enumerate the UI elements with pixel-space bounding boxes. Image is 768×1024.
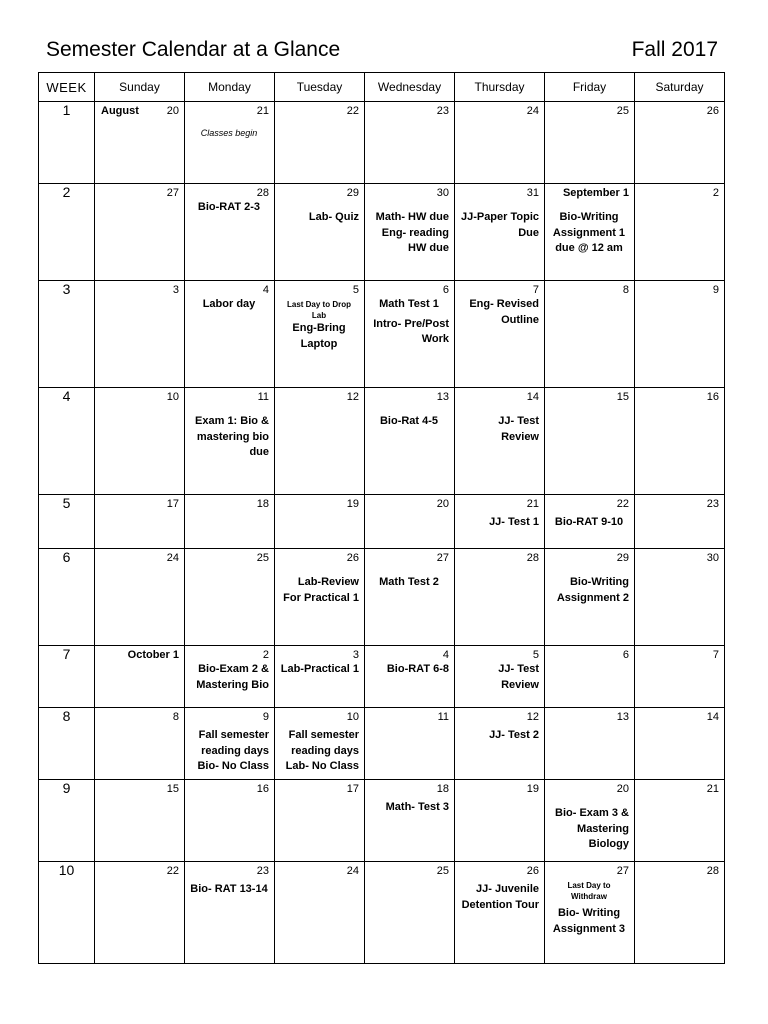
day-cell — [275, 780, 365, 862]
day-cell — [275, 549, 365, 646]
event-text: Intro- Pre/Post Work — [373, 317, 449, 345]
col-header-saturday: Saturday — [635, 73, 725, 102]
day-cell — [365, 281, 455, 388]
day-cell — [185, 646, 275, 708]
day-number: 13 — [436, 391, 449, 403]
event-text: Bio-Exam 2 & Mastering Bio — [196, 663, 269, 691]
event-text: Exam 1: Bio & mastering bio due — [195, 415, 269, 458]
week-number: 2 — [39, 184, 95, 281]
event-text: JJ- Juvenile Detention Tour — [461, 883, 539, 911]
day-number: 11 — [437, 711, 449, 723]
day-number: 25 — [436, 865, 449, 877]
day-cell — [275, 184, 365, 281]
day-number: 9 — [712, 284, 719, 296]
day-number: 8 — [172, 711, 179, 723]
week-row — [39, 102, 725, 184]
day-cell — [95, 184, 185, 281]
day-cell — [455, 281, 545, 388]
semester-calendar-table — [38, 72, 725, 964]
day-cell — [275, 862, 365, 964]
day-number: 2 — [262, 649, 269, 661]
day-number: 10 — [346, 711, 359, 723]
day-number: 16 — [256, 783, 269, 795]
day-number: 26 — [346, 552, 359, 564]
page-header — [46, 38, 718, 68]
day-cell — [185, 780, 275, 862]
event-text: Bio-Writing Assignment 1 due @ 12 am — [552, 211, 626, 254]
day-number: 26 — [706, 105, 719, 117]
day-cell — [275, 495, 365, 549]
event-note: Classes begin — [200, 128, 258, 138]
day-cell — [545, 708, 635, 780]
day-cell — [455, 388, 545, 495]
day-cell — [545, 281, 635, 388]
week-row — [39, 388, 725, 495]
day-number: 4 — [262, 284, 269, 296]
day-cell — [365, 102, 455, 184]
day-cell — [95, 388, 185, 495]
day-cell — [95, 862, 185, 964]
day-number: 19 — [526, 783, 539, 795]
day-cell — [365, 495, 455, 549]
event-text: Bio- RAT 13-14 — [190, 883, 268, 895]
day-cell — [275, 281, 365, 388]
day-cell — [635, 549, 725, 646]
day-cell — [185, 184, 275, 281]
day-cell — [545, 780, 635, 862]
day-number: 20 — [166, 105, 179, 117]
day-cell — [185, 102, 275, 184]
day-cell — [455, 184, 545, 281]
event-text: Math- HW due — [375, 211, 449, 223]
day-number: 3 — [352, 649, 359, 661]
week-number: 10 — [39, 862, 95, 964]
day-number: 12 — [346, 391, 359, 403]
event-text: Math- Test 3 — [385, 801, 449, 813]
day-number: 9 — [262, 711, 269, 723]
day-number: 5 — [352, 284, 359, 296]
day-number: October 1 — [127, 649, 179, 661]
event-text: JJ- Test Review — [498, 415, 539, 443]
day-cell — [275, 708, 365, 780]
day-cell — [635, 388, 725, 495]
event-small-note: Last Day to Drop Lab — [286, 300, 351, 320]
day-number: 23 — [256, 865, 269, 877]
day-cell — [95, 780, 185, 862]
day-number: 23 — [706, 498, 719, 510]
week-row — [39, 780, 725, 862]
day-number: 13 — [616, 711, 629, 723]
week-row — [39, 708, 725, 780]
day-number: 25 — [616, 105, 629, 117]
day-cell — [95, 281, 185, 388]
day-cell — [185, 708, 275, 780]
day-number: 16 — [706, 391, 719, 403]
event-text: Bio- Writing Assignment 3 — [552, 907, 626, 935]
event-text: JJ- Test 2 — [489, 729, 539, 741]
day-number: 14 — [706, 711, 719, 723]
day-number: 12 — [526, 711, 539, 723]
day-number: 25 — [256, 552, 269, 564]
week-number: 9 — [39, 780, 95, 862]
event-text: Math Test 1 — [379, 298, 439, 310]
day-number: 3 — [172, 284, 179, 296]
day-cell — [185, 549, 275, 646]
day-cell — [185, 388, 275, 495]
week-row — [39, 862, 725, 964]
event-text: Bio-Rat 4-5 — [379, 415, 439, 427]
month-label: August — [101, 105, 139, 117]
day-number: 24 — [526, 105, 539, 117]
term-label: Fall 2017 — [631, 38, 718, 61]
event-text: Eng- reading HW due — [381, 226, 449, 254]
event-text: Bio-Writing Assignment 2 — [556, 576, 629, 604]
day-cell — [95, 708, 185, 780]
day-cell — [635, 780, 725, 862]
event-text: Bio-RAT 2-3 — [197, 201, 261, 213]
day-cell — [545, 862, 635, 964]
day-number: 14 — [526, 391, 539, 403]
week-number: 3 — [39, 281, 95, 388]
day-number: 6 — [622, 649, 629, 661]
day-number: 2 — [712, 187, 719, 199]
event-text: Bio-RAT 9-10 — [554, 516, 624, 528]
day-cell — [365, 549, 455, 646]
day-number: 20 — [616, 783, 629, 795]
day-number: 27 — [616, 865, 629, 877]
day-number: 28 — [526, 552, 539, 564]
day-number: 21 — [256, 105, 269, 117]
day-number: 21 — [706, 783, 719, 795]
col-header-sunday: Sunday — [95, 73, 185, 102]
day-cell — [275, 646, 365, 708]
event-text: Lab-Review For Practical 1 — [283, 576, 359, 604]
day-number: 7 — [532, 284, 539, 296]
col-header-tuesday: Tuesday — [275, 73, 365, 102]
day-number: 11 — [257, 391, 269, 403]
col-header-wednesday: Wednesday — [365, 73, 455, 102]
week-number: 7 — [39, 646, 95, 708]
day-number: 5 — [532, 649, 539, 661]
day-number: 30 — [436, 187, 449, 199]
event-text: Eng- Revised Outline — [469, 298, 539, 326]
event-text: Fall semester reading days Lab- No Class — [285, 729, 359, 772]
day-cell — [635, 708, 725, 780]
day-cell — [545, 102, 635, 184]
event-text: Lab- Quiz — [308, 211, 359, 223]
day-number: 10 — [166, 391, 179, 403]
day-cell — [365, 184, 455, 281]
day-number: 18 — [436, 783, 449, 795]
week-row — [39, 184, 725, 281]
day-cell — [455, 495, 545, 549]
day-number: 8 — [622, 284, 629, 296]
day-cell — [635, 102, 725, 184]
week-number: 5 — [39, 495, 95, 549]
day-cell — [185, 281, 275, 388]
col-header-friday: Friday — [545, 73, 635, 102]
day-cell — [365, 780, 455, 862]
day-cell — [635, 281, 725, 388]
day-cell — [545, 184, 635, 281]
day-number: 18 — [256, 498, 269, 510]
week-number: 4 — [39, 388, 95, 495]
week-number: 8 — [39, 708, 95, 780]
day-cell — [95, 102, 185, 184]
day-number: 22 — [346, 105, 359, 117]
col-header-week: WEEK — [39, 73, 95, 102]
event-text: JJ- Test Review — [498, 663, 539, 691]
day-number: 28 — [256, 187, 269, 199]
day-cell — [635, 495, 725, 549]
event-text: Fall semester reading days Bio- No Class — [197, 729, 269, 772]
day-cell — [455, 646, 545, 708]
day-number: 24 — [346, 865, 359, 877]
day-cell — [545, 646, 635, 708]
event-text: Labor day — [202, 298, 256, 310]
day-number: 24 — [166, 552, 179, 564]
day-number: 22 — [616, 498, 629, 510]
day-cell — [95, 646, 185, 708]
day-number: 15 — [616, 391, 629, 403]
event-small-note: Last Day to Withdraw — [567, 881, 611, 901]
day-cell — [635, 184, 725, 281]
event-text: Bio- Exam 3 & Mastering Biology — [555, 807, 629, 850]
day-number: 27 — [436, 552, 449, 564]
day-cell — [95, 549, 185, 646]
day-cell — [545, 388, 635, 495]
day-number: 30 — [706, 552, 719, 564]
col-header-thursday: Thursday — [455, 73, 545, 102]
event-text: Bio-RAT 6-8 — [386, 663, 449, 675]
day-number: 17 — [166, 498, 179, 510]
day-number: 29 — [616, 552, 629, 564]
day-number: 6 — [442, 284, 449, 296]
day-cell — [455, 549, 545, 646]
header-row — [39, 73, 725, 102]
week-row — [39, 549, 725, 646]
day-number: 20 — [436, 498, 449, 510]
day-number: 23 — [436, 105, 449, 117]
day-cell — [275, 102, 365, 184]
day-number: 31 — [526, 187, 539, 199]
day-number: 28 — [706, 865, 719, 877]
day-number: 7 — [712, 649, 719, 661]
day-cell — [365, 388, 455, 495]
event-text: Eng-Bring Laptop — [292, 322, 346, 350]
day-cell — [635, 646, 725, 708]
page-title: Semester Calendar at a Glance — [46, 38, 341, 61]
event-text: JJ- Test 1 — [489, 516, 539, 528]
day-number: 17 — [346, 783, 359, 795]
day-number: 19 — [346, 498, 359, 510]
day-number: 15 — [166, 783, 179, 795]
day-cell — [185, 862, 275, 964]
day-cell — [455, 862, 545, 964]
week-row — [39, 281, 725, 388]
week-row — [39, 646, 725, 708]
day-number: 4 — [442, 649, 449, 661]
day-cell — [545, 549, 635, 646]
day-cell — [455, 780, 545, 862]
week-number: 6 — [39, 549, 95, 646]
day-cell — [275, 388, 365, 495]
event-text: Lab-Practical 1 — [280, 663, 359, 675]
day-number: 21 — [526, 498, 539, 510]
day-number: 29 — [346, 187, 359, 199]
col-header-monday: Monday — [185, 73, 275, 102]
day-cell — [95, 495, 185, 549]
day-number: 26 — [526, 865, 539, 877]
day-cell — [365, 862, 455, 964]
day-cell — [365, 708, 455, 780]
day-cell — [455, 102, 545, 184]
day-number: 27 — [166, 187, 179, 199]
day-number: September 1 — [562, 187, 629, 199]
week-number: 1 — [39, 102, 95, 184]
week-row — [39, 495, 725, 549]
day-cell — [185, 495, 275, 549]
day-cell — [365, 646, 455, 708]
day-cell — [455, 708, 545, 780]
event-text: JJ-Paper Topic Due — [460, 211, 539, 239]
event-text: Math Test 2 — [379, 576, 439, 588]
day-cell — [545, 495, 635, 549]
day-cell — [635, 862, 725, 964]
day-number: 22 — [166, 865, 179, 877]
